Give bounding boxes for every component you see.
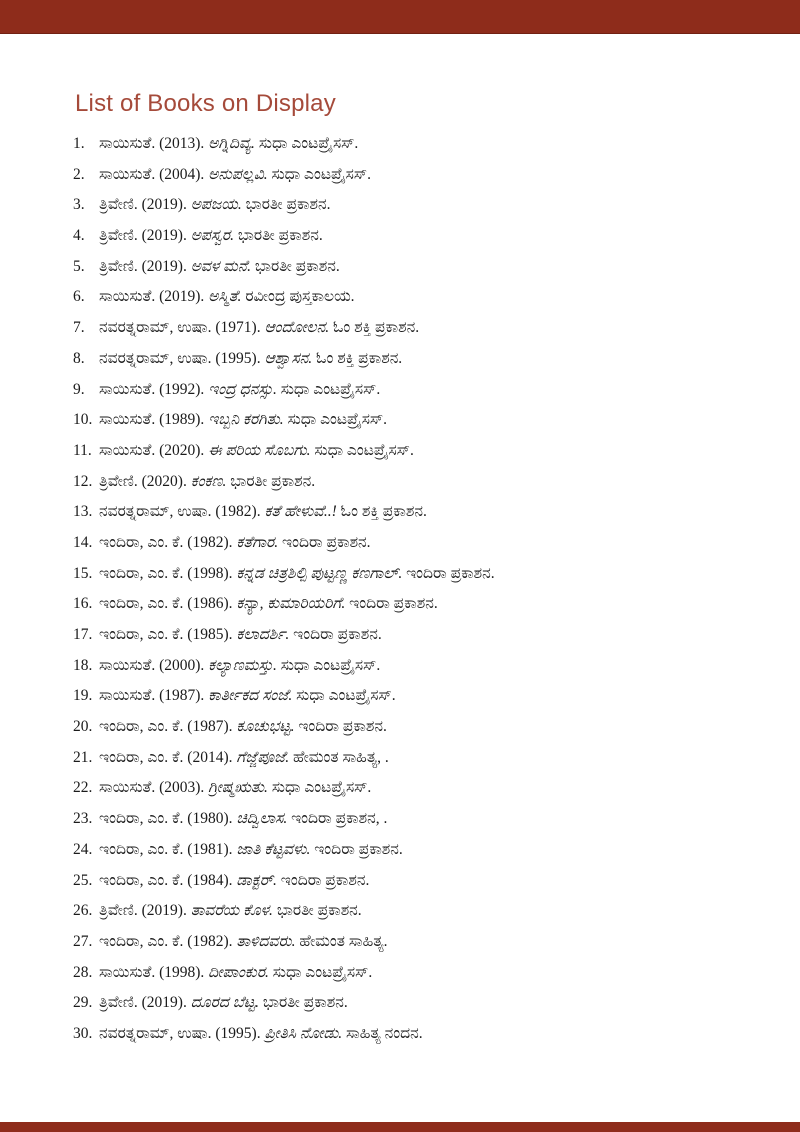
book-citation [99,502,760,521]
book-citation [99,195,760,214]
book-citation [99,625,760,644]
book-title: ಆಂದೋಲನ. [264,319,330,337]
book-year: (1982). [187,533,233,551]
book-list-item [73,533,760,552]
book-author: ನವರತ್ನರಾಮ್, ಉಷಾ. [99,319,212,337]
book-title: ತಾವರೆಯ ಕೊಳ. [190,902,273,920]
book-citation [99,472,760,491]
book-year: (2003). [159,779,205,797]
book-citation [99,748,760,767]
book-year: (1998). [159,963,205,981]
book-citation [99,901,760,920]
book-year: (1989). [159,411,205,429]
book-publisher: ಭಾರತೀ ಪ್ರಕಾಶನ. [237,227,323,245]
book-item-number: 7. [73,319,85,337]
book-item-number: 22. [73,779,93,797]
book-author: ಇಂದಿರಾ, ಎಂ. ಕೆ. [99,871,184,889]
book-year: (2020). [141,472,187,490]
book-year: (1985). [187,626,233,643]
book-author: ಇಂದಿರಾ, ಎಂ. ಕೆ. [99,564,184,582]
book-author: ಸಾಯಿಸುತೆ. [99,441,156,459]
book-list-item [73,656,760,675]
book-author: ಸಾಯಿಸುತೆ. [99,687,156,705]
book-publisher: ರವೀಂದ್ರ ಪುಸ್ತಕಾಲಯ. [245,288,355,306]
book-list-item [73,287,760,306]
book-publisher: ಇಂದಿರಾ ಪ್ರಕಾಶನ. [280,871,370,889]
book-item-number: 21. [73,748,93,766]
book-item-number: 30. [73,1024,93,1042]
book-publisher: ಓಂ ಶಕ್ತಿ ಪ್ರಕಾಶನ. [332,319,420,337]
book-title: ಜಾತಿ ಕೆಟ್ಟವಳು. [236,840,311,858]
book-citation [99,165,760,184]
book-item-number: 28. [73,963,93,981]
book-author: ಇಂದಿರಾ, ಎಂ. ಕೆ. [99,748,184,766]
book-author: ಇಂದಿರಾ, ಎಂ. ಕೆ. [99,840,184,858]
book-publisher: ಹೇಮಂತ ಸಾಹಿತ್ಯ, . [292,748,389,766]
book-author: ನವರತ್ನರಾಮ್, ಉಷಾ. [99,349,212,367]
book-citation [99,963,760,982]
book-list-item [73,963,760,982]
book-item-number: 17. [73,626,93,643]
book-year: (2019). [141,902,187,920]
book-list-item [73,993,760,1012]
book-author: ಸಾಯಿಸುತೆ. [99,380,156,398]
book-citation [99,287,760,306]
book-publisher: ಇಂದಿರಾ ಪ್ರಕಾಶನ. [314,840,403,858]
book-list-item [73,410,760,429]
book-year: (2004). [159,165,205,183]
book-citation [99,257,760,276]
book-citation [99,134,760,153]
book-year: (1995). [215,349,261,367]
book-citation [99,533,760,552]
book-publisher: ಇಂದಿರಾ ಪ್ರಕಾಶನ. [349,595,438,613]
book-publisher: ಭಾರತೀ ಪ್ರಕಾಶನ. [276,902,362,920]
book-publisher: ಓಂ ಶಕ್ತಿ ಪ್ರಕಾಶನ. [340,503,427,521]
book-item-number: 4. [73,227,85,245]
book-citation [99,778,760,797]
book-author: ಇಂದಿರಾ, ಎಂ. ಕೆ. [99,932,184,950]
book-author: ಇಂದಿರಾ, ಎಂ. ಕೆ. [99,533,184,551]
book-publisher: ಹೇಮಂತ ಸಾಹಿತ್ಯ. [299,932,388,950]
book-year: (1986). [187,595,233,613]
book-item-number: 25. [73,871,93,889]
book-year: (1980). [187,810,233,828]
book-citation [99,686,760,705]
book-item-number: 23. [73,810,93,828]
book-list-item [73,165,760,184]
book-title: ಕೂಚುಭಟ್ಟ. [236,718,295,736]
book-title: ದೀಪಾಂಕುರ. [208,963,269,981]
book-item-number: 10. [73,411,93,429]
book-author: ಇಂದಿರಾ, ಎಂ. ಕೆ. [99,626,184,643]
book-list-item [73,748,760,767]
book-publisher: ಇಂದಿರಾ ಪ್ರಕಾಶನ. [406,564,495,582]
book-author: ನವರತ್ನರಾಮ್, ಉಷಾ. [99,503,212,521]
book-item-number: 27. [73,932,93,950]
book-citation [99,840,760,859]
book-citation [99,1024,760,1043]
book-author: ತ್ರಿವೇಣಿ. [99,227,138,245]
book-year: (1984). [187,871,233,889]
book-list-item [73,1024,760,1043]
book-author: ತ್ರಿವೇಣಿ. [99,257,138,275]
book-list-item [73,472,760,491]
book-citation [99,717,760,736]
book-title: ಇಬ್ಬನಿ ಕರಗಿತು. [208,411,284,429]
book-citation [99,932,760,951]
book-year: (2019). [141,257,187,275]
book-title: ಅಸ್ಮಿತೆ. [208,288,242,306]
book-author: ತ್ರಿವೇಣಿ. [99,196,138,214]
book-author: ಸಾಯಿಸುತೆ. [99,411,156,429]
book-item-number: 16. [73,595,93,613]
book-title: ಗೆಜ್ಜೆಪೂಜೆ. [236,748,290,766]
book-title: ಗ್ರೀಷ್ಮಋತು. [208,779,268,797]
book-author: ಸಾಯಿಸುತೆ. [99,288,156,306]
book-citation [99,226,760,245]
book-title: ಕನ್ನಡ ಚಿತ್ರಶಿಲ್ಪಿ ಪುಟ್ಟಣ್ಣ ಕಣಗಾಲ್. [236,564,403,582]
book-citation [99,318,760,337]
book-author: ಇಂದಿರಾ, ಎಂ. ಕೆ. [99,810,184,828]
book-title: ಕಾರ್ತೀಕದ ಸಂಜೆ. [208,687,293,705]
book-publisher: ಸುಧಾ ಎಂಟಪ್ರೈಸಸ್. [280,656,381,674]
book-publisher: ಸುಧಾ ಎಂಟಪ್ರೈಸಸ್. [271,779,372,797]
book-publisher: ಸುಧಾ ಎಂಟಪ್ರೈಸಸ್. [314,441,414,459]
book-item-number: 19. [73,687,93,705]
book-list-item [73,441,760,460]
book-title: ಕಲಾದರ್ಶಿ. [236,626,290,643]
book-publisher: ಸಾಹಿತ್ಯ ನಂದನ. [346,1024,423,1042]
book-year: (2013). [159,135,205,152]
book-item-number: 3. [73,196,85,214]
book-item-number: 26. [73,902,93,920]
book-item-number: 9. [73,380,85,398]
book-item-number: 8. [73,349,85,367]
book-list-item [73,809,760,828]
book-publisher: ಭಾರತೀ ಪ್ರಕಾಶನ. [245,196,331,214]
book-publisher: ಇಂದಿರಾ ಪ್ರಕಾಶನ, . [291,810,388,828]
book-list-item [73,717,760,736]
book-publisher: ಸುಧಾ ಎಂಟಪ್ರೈಸಸ್. [272,963,373,981]
book-item-number: 29. [73,994,93,1012]
book-citation [99,380,760,399]
book-item-number: 5. [73,257,85,275]
book-citation [99,809,760,828]
book-list-item [73,134,760,153]
book-year: (2000). [159,656,205,674]
book-year: (2019). [159,288,205,306]
book-publisher: ಓಂ ಶಕ್ತಿ ಪ್ರಕಾಶನ. [316,349,403,367]
book-title: ಅನುಪಲ್ಲವಿ. [208,165,268,183]
book-list-item [73,195,760,214]
book-list-item [73,318,760,337]
book-title: ಅಪಜಯ. [190,196,242,214]
book-item-number: 13. [73,503,93,521]
book-title: ಆಶ್ವಾಸನ. [264,349,313,367]
book-citation [99,594,760,613]
book-author: ಸಾಯಿಸುತೆ. [99,779,156,797]
book-author: ಸಾಯಿಸುತೆ. [99,135,156,152]
book-author: ತ್ರಿವೇಣಿ. [99,902,138,920]
book-list [73,134,760,1055]
book-year: (1998). [187,564,233,582]
book-publisher: ಸುಧಾ ಎಂಟಪ್ರೈಸಸ್. [296,687,396,705]
book-publisher: ಭಾರತೀ ಪ್ರಕಾಶನ. [230,472,316,490]
book-year: (1971). [215,319,261,337]
top-accent-bar [0,0,800,34]
bottom-accent-bar [0,1122,800,1132]
book-year: (2019). [141,994,187,1012]
book-item-number: 20. [73,718,93,736]
book-list-item [73,686,760,705]
book-publisher: ಸುಧಾ ಎಂಟಪ್ರೈಸಸ್. [280,380,381,398]
book-citation [99,871,760,890]
book-title: ಕಲ್ಯಾಣಮಸ್ತು. [208,656,277,674]
book-title: ಅವಳ ಮನೆ. [190,257,252,275]
book-list-item [73,901,760,920]
book-title: ಕತೆಗಾರ. [236,533,279,551]
book-list-item [73,594,760,613]
book-citation [99,349,760,368]
book-year: (2020). [159,441,205,459]
book-list-item [73,625,760,644]
book-list-item [73,349,760,368]
book-title: ಈ ಪರಿಯ ಸೊಬಗು. [208,441,311,459]
book-item-number: 15. [73,564,93,582]
book-year: (2019). [141,196,187,214]
book-title: ತಾಳಿದವರು. [236,932,296,950]
book-publisher: ಭಾರತೀ ಪ್ರಕಾಶನ. [254,257,340,275]
book-item-number: 18. [73,656,93,674]
book-year: (1992). [159,380,205,398]
book-citation [99,993,760,1012]
book-author: ಇಂದಿರಾ, ಎಂ. ಕೆ. [99,595,184,613]
book-publisher: ಸುಧಾ ಎಂಟಪ್ರೈಸಸ್. [287,411,388,429]
book-list-item [73,778,760,797]
book-publisher: ಸುಧಾ ಎಂಟಪ್ರೈಸಸ್. [271,165,372,183]
book-item-number: 24. [73,840,93,858]
book-item-number: 14. [73,533,93,551]
book-title: ಪ್ರೀತಿಸಿ ನೋಡು. [264,1024,343,1042]
book-author: ತ್ರಿವೇಣಿ. [99,472,138,490]
book-citation [99,564,760,583]
page-title: List of Books on Display [75,90,336,118]
book-title: ಚಿದ್ವಿಲಾಸ. [236,810,288,828]
book-citation [99,656,760,675]
book-list-item [73,564,760,583]
book-author: ಸಾಯಿಸುತೆ. [99,963,156,981]
book-publisher: ಭಾರತೀ ಪ್ರಕಾಶನ. [262,994,348,1012]
book-author: ಇಂದಿರಾ, ಎಂ. ಕೆ. [99,718,184,736]
book-publisher: ಇಂದಿರಾ ಪ್ರಕಾಶನ. [282,533,371,551]
book-citation [99,410,760,429]
book-title: ಅಪಸ್ವರ. [190,227,234,245]
book-year: (1987). [159,687,205,705]
book-title: ಕಂಕಣ. [190,472,227,490]
book-list-item [73,502,760,521]
book-list-item [73,840,760,859]
book-list-item [73,257,760,276]
book-publisher: ಇಂದಿರಾ ಪ್ರಕಾಶನ. [293,626,382,643]
book-item-number: 1. [73,135,85,152]
book-title: ದೂರದ ಬೆಟ್ಟ. [190,994,260,1012]
book-list-item [73,226,760,245]
book-item-number: 11. [73,441,92,459]
book-item-number: 6. [73,288,85,306]
book-item-number: 12. [73,472,93,490]
book-title: ಇಂದ್ರ ಧನಸ್ಸು. [208,380,277,398]
book-title: ಡಾಕ್ಟರ್. [236,871,277,889]
book-year: (1995). [215,1024,261,1042]
book-year: (2019). [141,227,187,245]
book-author: ತ್ರಿವೇಣಿ. [99,994,138,1012]
book-title: ಕತೆ ಹೇಳುವೆ..! [264,503,337,521]
book-year: (1982). [215,503,261,521]
book-year: (1987). [187,718,233,736]
book-year: (1981). [187,840,233,858]
book-author: ನವರತ್ನರಾಮ್, ಉಷಾ. [99,1024,212,1042]
book-list-item [73,932,760,951]
book-list-item [73,871,760,890]
book-item-number: 2. [73,165,85,183]
book-year: (1982). [187,932,233,950]
book-citation [99,441,760,460]
book-publisher: ಇಂದಿರಾ ಪ್ರಕಾಶನ. [298,718,387,736]
book-author: ಸಾಯಿಸುತೆ. [99,656,156,674]
book-publisher: ಸುಧಾ ಎಂಟಪ್ರೈಸಸ್. [258,135,359,152]
book-author: ಸಾಯಿಸುತೆ. [99,165,156,183]
book-list-item [73,380,760,399]
book-year: (2014). [187,748,233,766]
book-title: ಅಗ್ನಿದಿವ್ಯ. [208,135,255,152]
book-title: ಕನ್ಯಾ, ಕುಮಾರಿಯರಿಗೆ. [236,595,346,613]
